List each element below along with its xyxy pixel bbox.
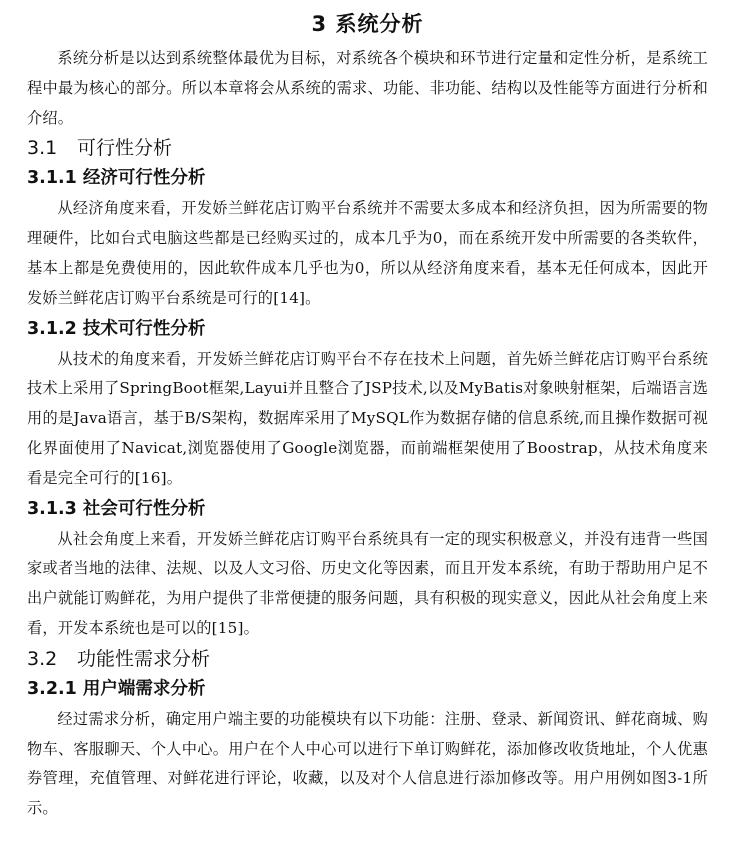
section-3-2-heading [27, 644, 708, 674]
section-number: 3.1 [27, 137, 58, 160]
section-title: 功能性需求分析 [77, 647, 211, 670]
section-3-1-3-heading: 3.1.3 社会可行性分析 [27, 498, 206, 519]
section-title: 可行性分析 [77, 137, 173, 160]
section-3-1-heading [27, 133, 708, 163]
technical-feasibility-paragraph: 从技术的角度来看，开发娇兰鲜花店订购平台不存在技术上问题，首先娇兰鲜花店订购平台系统技术上采用了SpringBoot框架,Layui并且整合了JSP技术,以及MyBatis对象映射框架，后端语言选用的是Java语言，基于B/S架构，数据库采用了MySQL作为数据存储的信息系统,而且操作数据可视化界面使用了Navicat,浏览器使用了Google浏览器，而前端框架使用了Boostrap，从技术角度来看是完全可行的[16]。 [27, 349, 708, 487]
economic-feasibility-paragraph: 从经济角度来看，开发娇兰鲜花店订购平台系统并不需要太多成本和经济负担，因为所需要的物理硬件，比如台式电脑这些都是已经购买过的，成本几乎为0，而在系统开发中所需要的各类软件，基本上都是免费使用的，因此软件成本几乎也为0，所以从经济角度来看，基本无任何成本，因此开发娇兰鲜花店订购平台系统是可行的[14]。 [27, 199, 708, 307]
social-feasibility-paragraph: 从社会角度上来看，开发娇兰鲜花店订购平台系统具有一定的现实积极意义，并没有违背一些国家或者当地的法律、法规、以及人文习俗、历史文化等因素，而且开发本系统，有助于帮助用户足不出户就能订购鲜花，为用户提供了非常便捷的服务问题，具有积极的现实意义，因此从社会角度上来看，开发本系统也是可以的[15]。 [27, 529, 708, 637]
section-3-2-1-heading: 3.2.1 用户端需求分析 [27, 678, 206, 699]
section-3-1-1-heading: 3.1.1 经济可行性分析 [27, 168, 206, 189]
chapter-title: 3 系统分析 [311, 12, 424, 36]
user-requirements-paragraph: 经过需求分析，确定用户端主要的功能模块有以下功能：注册、登录、新闻资讯、鲜花商城、购物车、客服聊天、个人中心。用户在个人中心可以进行下单订购鲜花，添加修改收货地址，个人优惠券管理，充值管理、对鲜花进行评论，收藏，以及对个人信息进行添加修改等。用户用例如图3-1所示。 [27, 709, 708, 818]
section-3-1-2-heading: 3.1.2 技术可行性分析 [27, 318, 206, 339]
section-number: 3.2 [27, 647, 58, 670]
intro-paragraph: 系统分析是以达到系统整体最优为目标，对系统各个模块和环节进行定量和定性分析，是系统工程中最为核心的部分。所以本章将会从系统的需求、功能、非功能、结构以及性能等方面进行分析和介绍。 [27, 49, 708, 127]
